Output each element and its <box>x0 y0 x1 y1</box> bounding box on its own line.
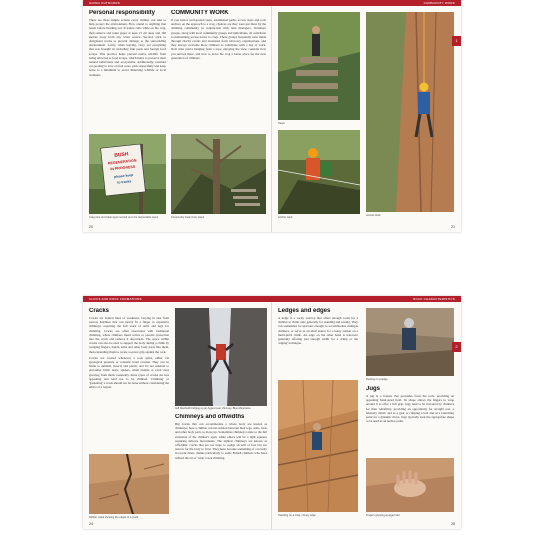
body-paragraph: There are three simple actions every climber can take to help protect the environment. First, attend to anything that needs before heading out. If nature calls while on the crag, then remove and toilet paper at least 15 cm deep and 100 metres away from any water source. Second, stick to designated tracks to prevent damage to the surrounding environment. Lastly, when leaving, carry out everything that was brought in, including fruit peels and foreign food scraps. This practice helps prevent native wildlife from being attracted to food scraps, which helps to preserve their natural behaviours and ecosystems. Additionally, consider car-pooling to save on fuel costs, park respectfully and keep noise to a minimum to avoid disturbing wildlife or local residents. <box>89 18 166 77</box>
photo-caption: Resting on a ledge <box>366 378 388 381</box>
photo-chimney-climber <box>175 308 267 406</box>
page-gutter <box>271 302 272 529</box>
section-heading: Personal responsibility <box>89 10 156 16</box>
edges-illustration <box>278 380 358 512</box>
photo-ledge-rest <box>366 308 454 376</box>
sign-text-line-1: BUSH <box>114 151 129 159</box>
photo-caption: Standing on a crisp, crimpy edge <box>278 514 316 517</box>
section-heading: Jugs <box>366 386 381 392</box>
page-number-left: 24 <box>89 522 93 526</box>
sign-text-line-2: REGENERATION <box>107 158 137 166</box>
photo-caption: Steps <box>278 122 285 125</box>
book-spread-rock-characteristics <box>83 296 461 529</box>
body-paragraph: Cracks are natural lines of weakness, varying in size from narrow hairlines that can barely fit a finger to expansive chimneys requiring the full work of arms and legs for climbing. Cracks are often associated with traditional climbing, where climbers insert active or passive protection into the crack and remove it afterwards. The space within cracks can also be used to support the body during a climb by wedging fingers, hands, arms and other body parts into them, then expanding them to create a secure grip against the rock. <box>89 316 169 354</box>
chapter-tab-1[interactable]: 1 <box>452 36 461 46</box>
section-heading: Cracks <box>89 308 110 314</box>
body-paragraph: A jug is a feature that protrudes from the rock, providing an appealing hand-sized hold. Its shape allows the fingers to wrap around it to offer a full grip. Jugs tend to be favoured by climbers for their reliability, providing an opportunity for straight rest, a leisurely climb, and as a gear or clipping a bolt and as a launching point for a dynamic move. Jugs typically look the appropriate shape to be used as an anchor point. <box>366 394 454 424</box>
photo-splitter-crack <box>89 454 169 514</box>
splitter-crack-illustration <box>89 454 169 514</box>
chapter-tab-2[interactable]: 2 <box>452 342 461 352</box>
section-heading: Ledges and edges <box>278 308 331 314</box>
photo-anchor-work <box>278 130 360 214</box>
page-gutter <box>271 6 272 232</box>
photo-edges <box>278 380 358 512</box>
column-cracks <box>89 308 169 448</box>
sign-text-line-5: to tracks <box>117 179 132 185</box>
column-ledges-edges <box>278 308 358 378</box>
photo-caption: Crag care and track signs remind us to be responsible users <box>89 216 159 219</box>
ledge-rest-illustration <box>366 308 454 376</box>
chimney-climber-illustration <box>175 308 267 406</box>
book-spread-community-work <box>83 0 461 232</box>
page-number-left: 20 <box>89 225 93 229</box>
page-number-right: 25 <box>451 522 455 526</box>
right-running-header: ROCK CHARACTERISTICS <box>413 297 455 301</box>
photo-caption: Jaff Stanfield bridging up an Aggenmeer chimney, Blue Mountains <box>175 407 251 410</box>
body-paragraph: If you notice well-graded steps, established paths, access steps and rock anchors on the approach to a crag, chances are they were put there by the climbing community in conjunction with land managers. Volunteer groups, along with local community groups and individuals, all contribute to maintaining access tracks to crags. These groups frequently raise funds through charity events and donations from advocacy organisations, and they always welcome more climbers to contribute with a day of work. Next time you're hanging from a rope, enjoying the view, consider how you arrived there, and how to leave the crag a better place for the next generation of climbers. <box>171 18 266 60</box>
header-bar <box>83 0 461 6</box>
photo-steps <box>278 12 360 120</box>
header-bar <box>83 296 461 302</box>
photo-access-work <box>366 12 454 212</box>
photo-track-crew <box>171 134 266 214</box>
body-paragraph: Big cracks that can accommodate a whole body are known as chimneys; here a climber can use tension between their legs, arms, back and other body parts to move up. Sometimes chimneys relate to the full extension of the climber's span, while others will be a tight squeeze requiring delicate movements. The tightest chimneys are known as offwidths: cracks that are too large to wedge an arm or foot but too narrow for the body to fit in. They have become something of a novelty in recent times, thanks particularly to some British climbers who have refined the art of 'wide' crack climbing. <box>175 422 267 460</box>
section-heading: Chimneys and offwidths <box>175 414 245 420</box>
anchor-work-illustration <box>278 130 360 214</box>
left-running-header: CLIFFS AND ROCK FORMATIONS <box>89 297 142 301</box>
photo-caption: Community track crew, steps <box>171 216 205 219</box>
column-personal-responsibility <box>89 10 166 128</box>
track-crew-illustration <box>171 134 266 214</box>
column-jugs <box>366 386 454 456</box>
photo-caption: Access work <box>366 214 381 217</box>
right-running-header: COMMUNITY WORK <box>423 1 455 5</box>
column-community-work <box>171 10 266 128</box>
regeneration-sign-illustration <box>89 134 166 214</box>
steps-illustration <box>278 12 360 120</box>
photo-regeneration-sign <box>89 134 166 214</box>
photo-caption: Fingers gripping a jugge hold <box>366 514 400 517</box>
page-number-right: 21 <box>451 225 455 229</box>
photo-caption: Splitter crack showing the edges of a crack <box>89 516 139 519</box>
body-paragraph: Cracks are created whenever a rock splits, either via geological pressure or constant water erosion. They can be home to animals, insects and plants, and it's not unusual to encounter birds' nests, spiders, small bushes or even trees growing from them. Generally, these types of cracks are less appealing and tend not to be climbed. 'Climbing' or 'gardening' a crack should not be done without considering the ethics of a region. <box>89 355 169 390</box>
photo-caption: Anchor work <box>278 216 293 219</box>
photo-jug-hold <box>366 458 454 512</box>
sign-text-line-3: IN PROGRESS <box>110 164 136 172</box>
left-running-header: GOING OUTDOORS <box>89 1 120 5</box>
body-paragraph: A ledge is a rocky outcrop that offers enough room for a climber to climb onto generally for standing and resting. They can sometimes be spacious enough to accommodate multiple climbers, or serve as an ideal stance for a belay station on a multi-pitch climb. An edge on the other hand is narrower generally offering just enough width for a crimp or the 'edging' technique. <box>278 316 358 346</box>
sign-text-line-4: please keep <box>113 172 134 179</box>
access-work-illustration <box>366 12 454 212</box>
section-heading: COMMUNITY WORK <box>171 10 229 16</box>
column-chimneys-offwidths <box>175 414 267 519</box>
jug-hold-illustration <box>366 458 454 512</box>
